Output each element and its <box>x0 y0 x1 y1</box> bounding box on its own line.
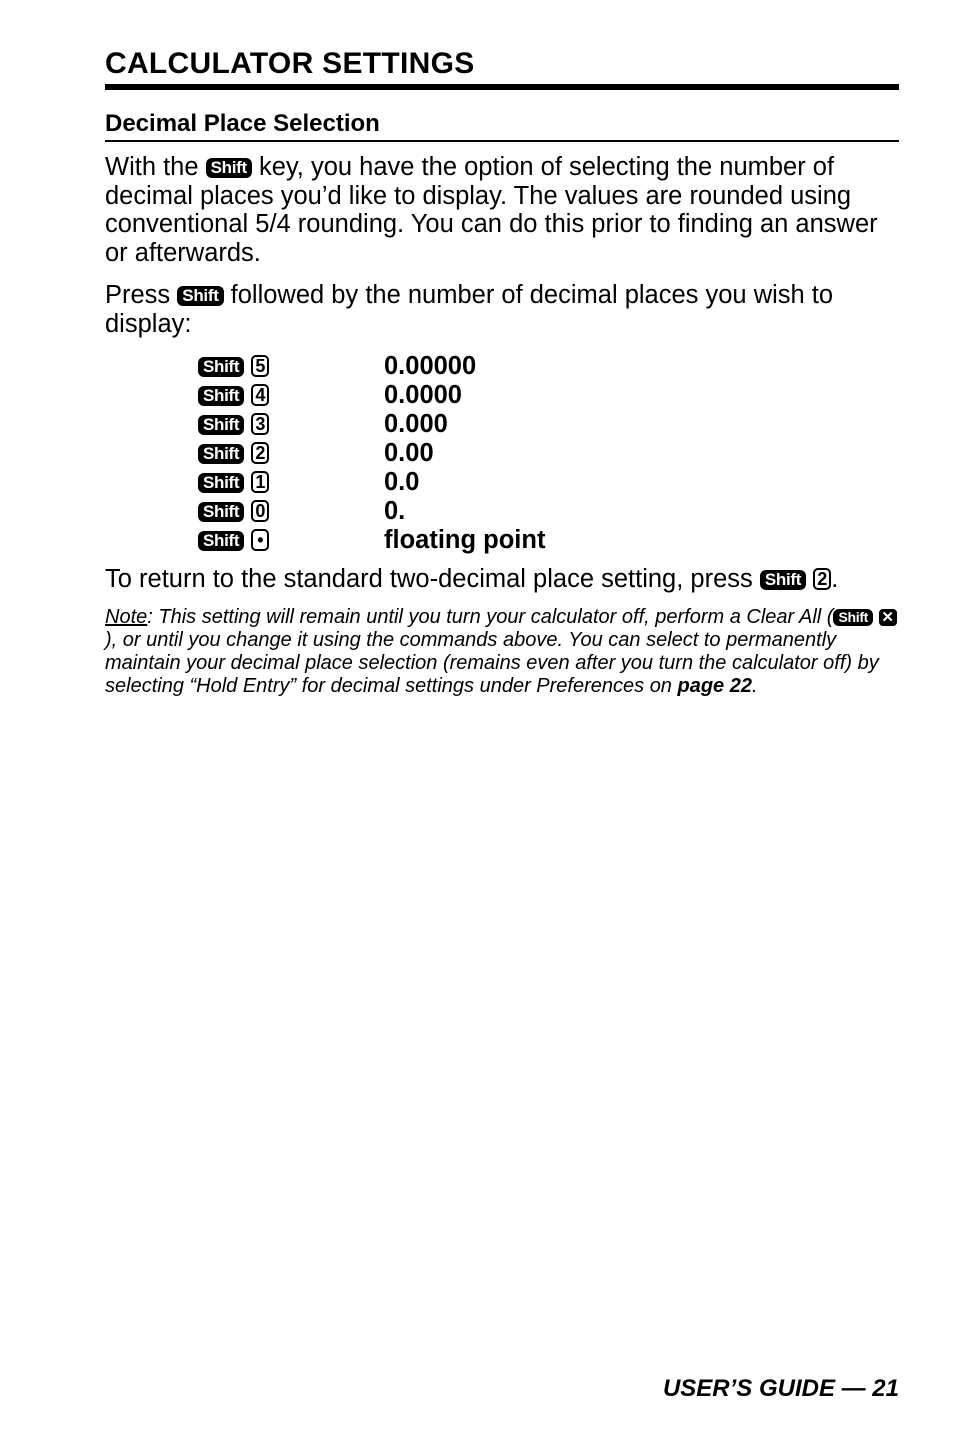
display-format: 0.00000 <box>384 352 477 380</box>
shift-key-icon: Shift <box>760 570 806 590</box>
table-row <box>198 439 545 468</box>
display-format: floating point <box>384 526 546 554</box>
text: . <box>831 565 839 593</box>
number-key-icon: 2 <box>813 568 831 590</box>
number-key-icon: 4 <box>251 384 269 406</box>
text: To return to the standard two-decimal place setting, press <box>105 565 753 593</box>
page-reference: page 22 <box>677 675 752 697</box>
table-row <box>198 497 545 526</box>
display-format: 0. <box>384 497 406 525</box>
page-title: CALCULATOR SETTINGS <box>105 47 475 80</box>
key-sequence <box>198 468 384 497</box>
key-sequence <box>198 352 384 381</box>
table-row <box>198 410 545 439</box>
number-key-icon: 0 <box>251 500 269 522</box>
shift-key-icon: Shift <box>177 286 223 306</box>
text: With the <box>105 153 199 181</box>
page-footer: USER’S GUIDE — 21 <box>662 1375 899 1402</box>
shift-key-icon: Shift <box>198 415 244 435</box>
text: key, you have the option of selecting the number of decimal places you’d like to display. The values are rounded using conventional 5/4 rounding. You can do this prior to finding an answer or afterwards. <box>105 153 878 267</box>
shift-key-icon: Shift <box>206 158 252 178</box>
number-key-icon: • <box>251 529 269 551</box>
table-row <box>198 526 545 555</box>
display-format: 0.00 <box>384 439 434 467</box>
clear-key-icon: ✕ <box>879 609 897 626</box>
number-key-icon: 2 <box>251 442 269 464</box>
key-sequence <box>198 526 384 555</box>
shift-key-icon: Shift <box>198 473 244 493</box>
key-sequence <box>198 381 384 410</box>
display-format: 0.000 <box>384 410 448 438</box>
display-format: 0.0 <box>384 468 420 496</box>
number-key-icon: 3 <box>251 413 269 435</box>
note <box>105 606 905 698</box>
key-sequence <box>198 410 384 439</box>
display-format: 0.0000 <box>384 381 462 409</box>
instruction-paragraph <box>105 281 899 338</box>
text: : This setting will remain until you turn your calculator off, perform a Clear All ( <box>147 606 834 628</box>
shift-key-icon: Shift <box>198 444 244 464</box>
shift-key-icon: Shift <box>198 502 244 522</box>
text: ), or until you change it using the commands above. You can select to permanently maintain your decimal place selection (remains even after you turn the calculator off) by selecting “Hold Entry” for decimal settings under Preferences on <box>105 629 879 697</box>
title-rule <box>105 84 899 90</box>
text: followed by the number of decimal places you wish to display: <box>105 281 834 338</box>
note-label: Note <box>105 606 148 628</box>
section-rule <box>105 140 899 142</box>
section-heading: Decimal Place Selection <box>105 110 380 137</box>
return-paragraph <box>105 565 899 594</box>
key-sequence <box>198 497 384 526</box>
decimal-settings-table <box>198 352 545 555</box>
table-row <box>198 352 545 381</box>
shift-key-icon: Shift <box>198 531 244 551</box>
number-key-icon: 5 <box>251 355 269 377</box>
table-row <box>198 381 545 410</box>
key-sequence <box>198 439 384 468</box>
shift-key-icon: Shift <box>198 357 244 377</box>
text: Press <box>105 281 171 309</box>
text: . <box>751 675 758 697</box>
table-row <box>198 468 545 497</box>
number-key-icon: 1 <box>251 471 269 493</box>
shift-key-icon: Shift <box>198 386 244 406</box>
shift-key-icon: Shift <box>833 609 873 626</box>
intro-paragraph <box>105 153 899 267</box>
